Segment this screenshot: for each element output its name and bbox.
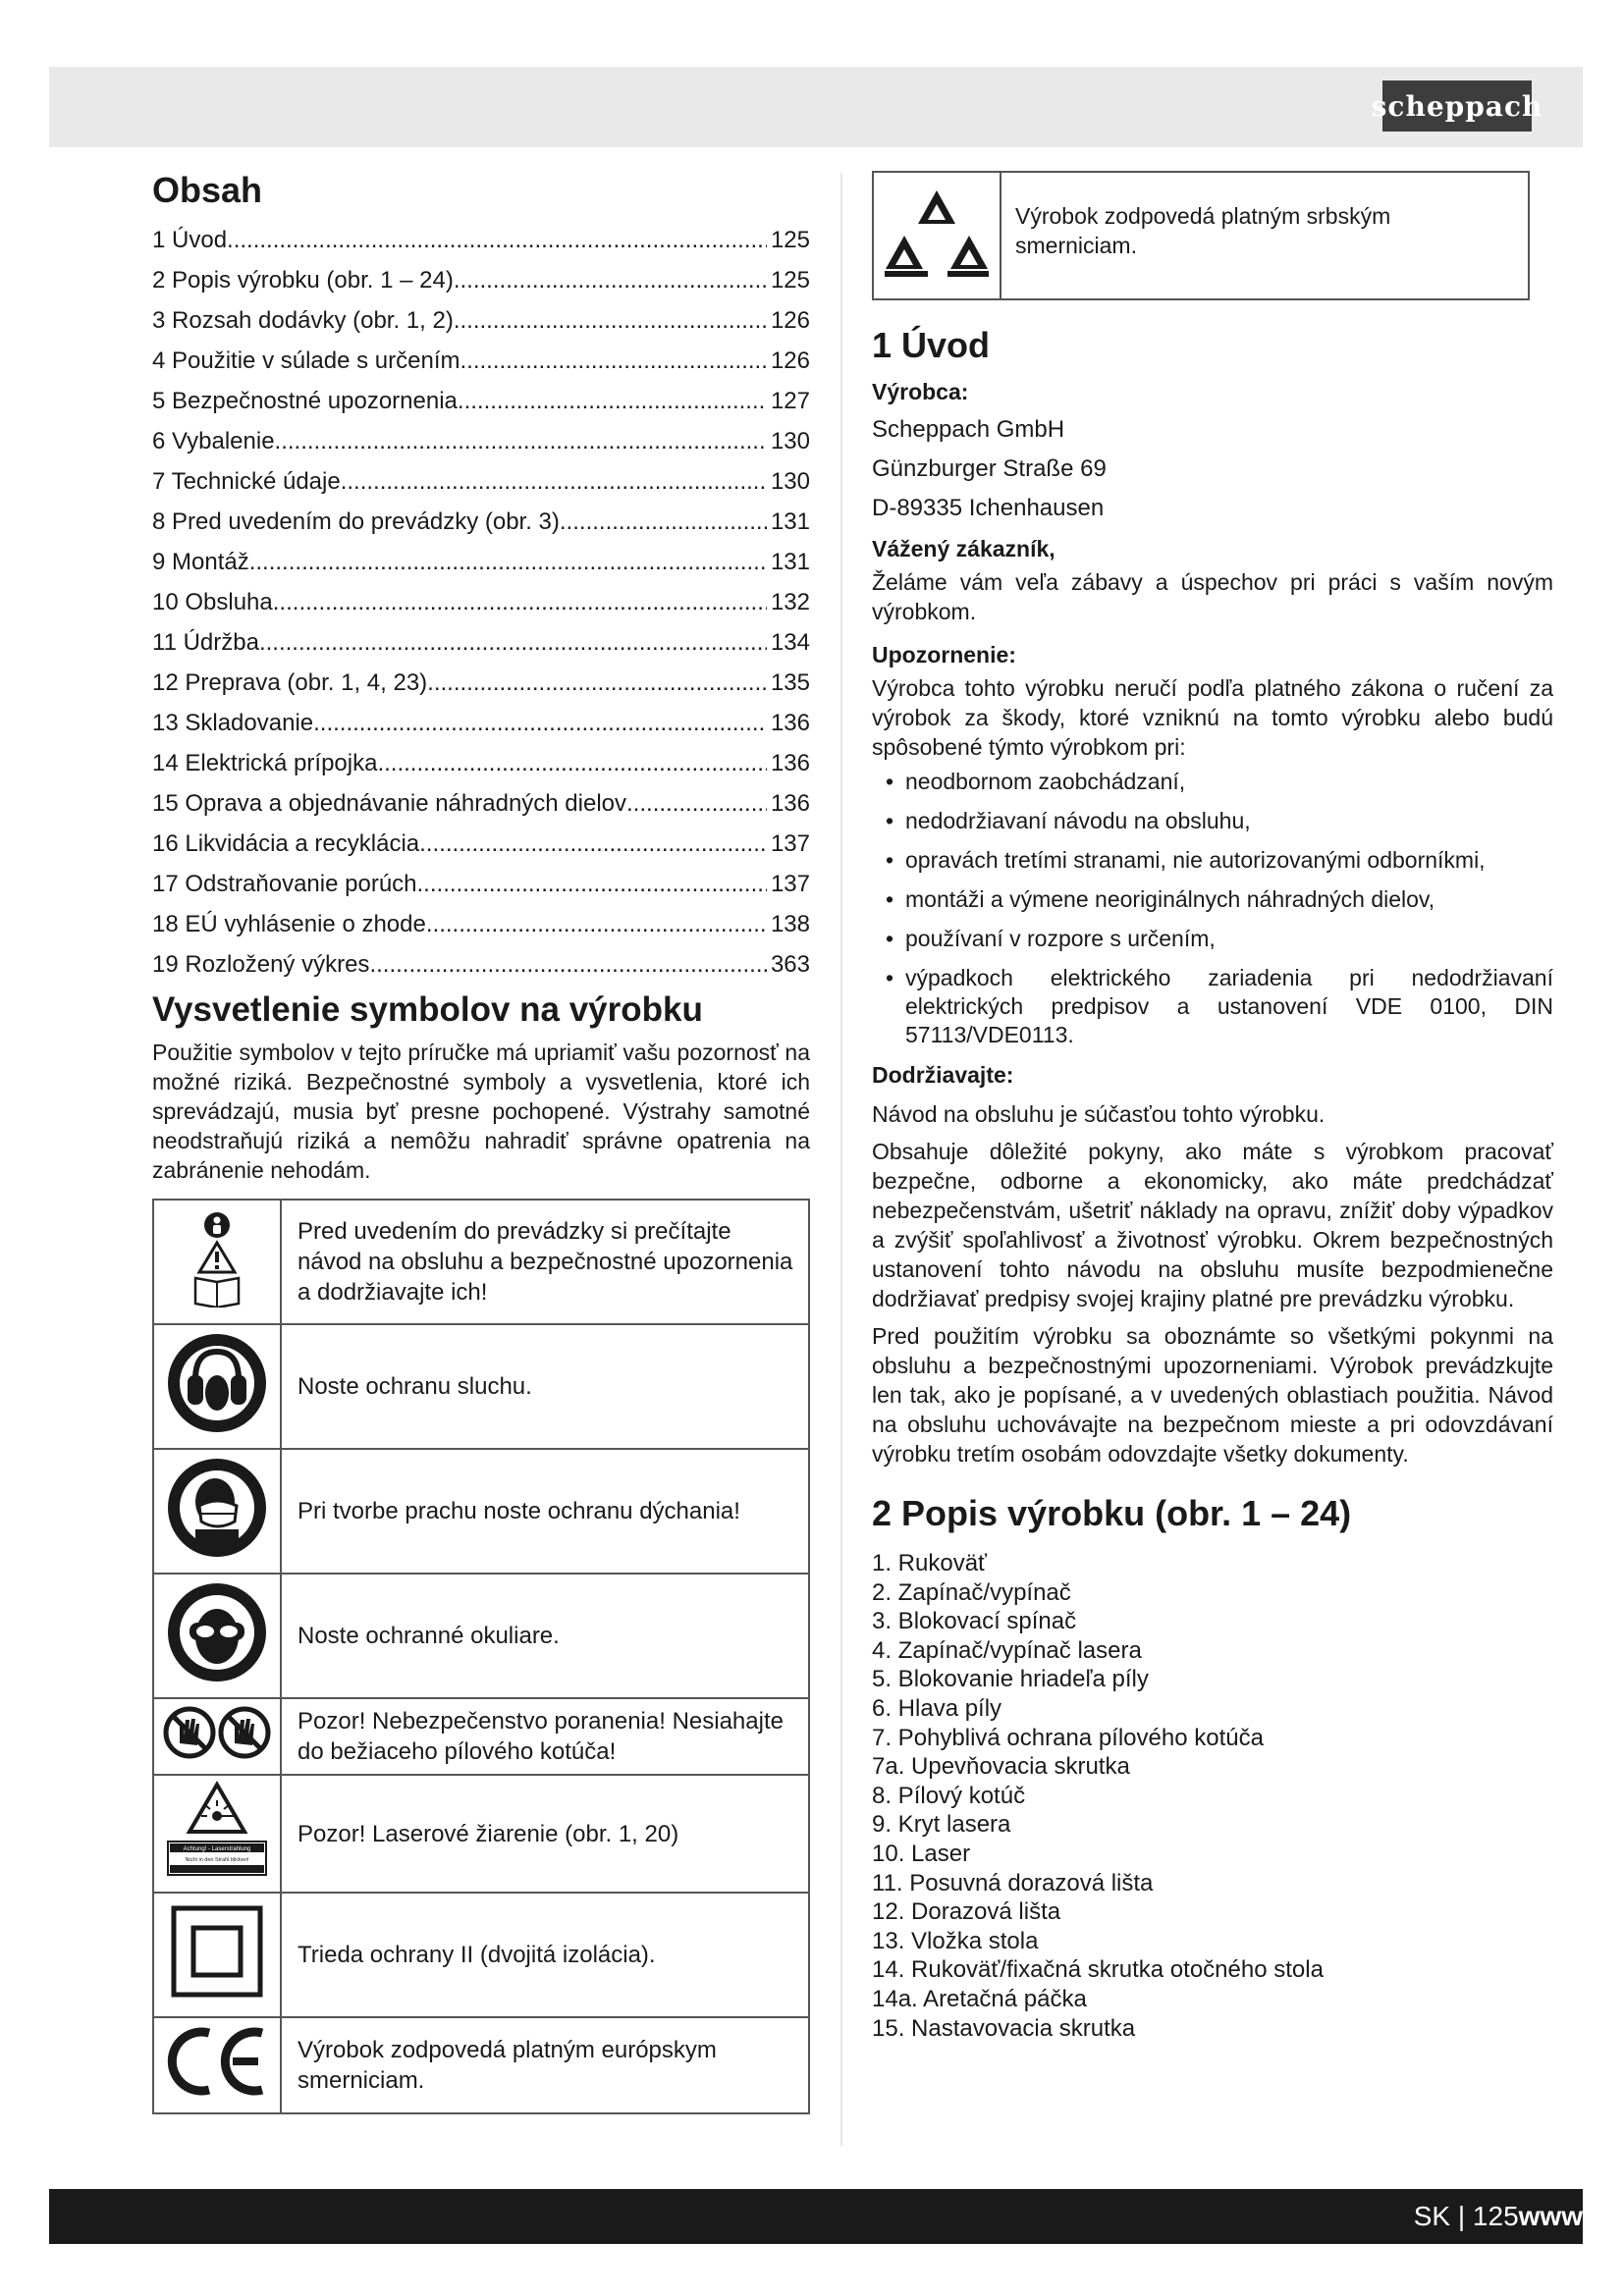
- parts-list: [872, 1549, 1553, 2043]
- toc-leader-dots: [273, 582, 767, 622]
- list-item: • montáži a výmene neoriginálnych náhradných dielov,: [872, 885, 1553, 914]
- toc-item-page: 132: [770, 589, 810, 615]
- toc-item-label: 8 Pred uvedením do prevádzky (obr. 3): [152, 508, 560, 535]
- toc-item-label: 18 EÚ vyhlásenie o zhode: [152, 911, 426, 937]
- list-item: • používaní v rozpore s určením,: [872, 925, 1553, 953]
- symbol-text: Trieda ochrany II (dvojitá izolácia).: [281, 1893, 809, 2017]
- toc-item-label: 12 Preprava (obr. 1, 4, 23): [152, 669, 428, 696]
- toc-leader-dots: [460, 341, 767, 381]
- toc-leader-dots: [454, 300, 767, 341]
- right-column: [872, 171, 1553, 2043]
- dear-customer-text: Želáme vám veľa zábavy a úspechov pri práci s vaším novým výrobkom.: [872, 569, 1553, 624]
- toc-item-page: 126: [770, 347, 810, 374]
- toc-item[interactable]: [152, 421, 810, 461]
- toc-leader-dots: [275, 421, 767, 461]
- toc-item-label: 9 Montáž: [152, 549, 249, 575]
- toc-item-label: 2 Popis výrobku (obr. 1 – 24): [152, 267, 454, 294]
- toc-item-label: 7 Technické údaje: [152, 468, 341, 495]
- intro-paragraph: Pred použitím výrobku sa oboznámte so všetkými pokynmi na obsluhu a bezpečnostnými upozorneniami. Výrobok prevádzkujte len tak, ako je popísané, a v uvedených oblastiach použitia. Návod na obsluhu uchovávajte na bezpečnom mieste a pri odovzdávaní výrobku tretím osobám odovzdajte všetky dokumenty.: [872, 1323, 1553, 1467]
- symbol-text: Pozor! Laserové žiarenie (obr. 1, 20): [281, 1775, 809, 1893]
- toc-item-label: 3 Rozsah dodávky (obr. 1, 2): [152, 307, 454, 334]
- read-manual-icon: [153, 1200, 281, 1324]
- toc-leader-dots: [313, 703, 767, 743]
- symbol-text: Noste ochranu sluchu.: [281, 1324, 809, 1449]
- safety-goggles-icon: [153, 1574, 281, 1698]
- toc-item-page: 136: [770, 750, 810, 776]
- toc-item-page: 137: [770, 830, 810, 857]
- part-item: 3. Blokovací spínač: [872, 1608, 1077, 1635]
- footer-page-label: [1414, 2199, 1583, 2234]
- list-item: • nedodržiavaní návodu na obsluhu,: [872, 807, 1553, 835]
- toc-leader-dots: [427, 663, 767, 703]
- toc-item-label: 5 Bezpečnostné upozornenia: [152, 388, 458, 414]
- list-item: • výpadkoch elektrického zariadenia pri nedodržiavaní elektrických predpisov a ustanovení VDE 0100, DIN 57113/VDE0113.: [872, 964, 1553, 1049]
- dust-mask-icon: [153, 1449, 281, 1574]
- toc-item-page: 363: [770, 951, 810, 978]
- part-item: 6. Hlava píly: [872, 1694, 1002, 1722]
- symbol-text: Pri tvorbe prachu noste ochranu dýchania!: [281, 1449, 809, 1574]
- toc-leader-dots: [249, 542, 767, 582]
- toc-leader-dots: [426, 904, 767, 944]
- intro-paragraph: Obsahuje dôležité pokyny, ako máte s výrobkom pracovať bezpečne, odborne a ekonomicky, ako máte predchádzať nebezpečenstvám, ušetriť náklady na opravu, znížiť doby výpadkov a zvýšiť spoľahlivosť a životnosť výrobku. Okrem bezpečnostných ustanovení tohto návodu na obsluhu musíte bezpodmienečne dodržiavať predpisy svojej krajiny platné pre prevádzku výrobku.: [872, 1139, 1553, 1311]
- toc-item[interactable]: [152, 582, 810, 622]
- toc-item-page: 131: [770, 508, 810, 535]
- notice-text: Výrobca tohto výrobku neručí podľa platného zákona o ručení za výrobok za škody, ktoré vzniknú na tomto výrobku alebo budú spôsobené týmto výrobkom pri:: [872, 675, 1553, 760]
- serbian-conformity-text: Výrobok zodpovedá platným srbským smerniciam.: [1001, 172, 1529, 299]
- symbol-row: [153, 1324, 809, 1449]
- toc-item-label: 1 Úvod: [152, 227, 228, 253]
- toc-leader-dots: [458, 381, 767, 421]
- toc-item[interactable]: [152, 622, 810, 663]
- toc-item-page: 136: [770, 710, 810, 736]
- svg-text:Achtung! - Laserstrahlung: Achtung! - Laserstrahlung: [183, 1846, 251, 1852]
- part-item: 8. Pílový kotúč: [872, 1782, 1026, 1809]
- toc-item-label: 11 Údržba: [152, 629, 259, 656]
- toc-title: Obsah: [152, 170, 263, 210]
- intro-title: 1 Úvod: [872, 325, 991, 365]
- toc-leader-dots: [419, 824, 767, 864]
- part-item: 7a. Upevňovacia skrutka: [872, 1753, 1130, 1781]
- header-band: [49, 67, 1583, 147]
- symbol-row: [153, 1775, 809, 1893]
- toc-item-page: 125: [770, 267, 810, 294]
- toc-item[interactable]: [152, 864, 810, 904]
- toc-item[interactable]: [152, 824, 810, 864]
- part-item: 9. Kryt lasera: [872, 1811, 1011, 1839]
- part-item: 12. Dorazová lišta: [872, 1898, 1061, 1926]
- toc-item-label: 13 Skladovanie: [152, 710, 314, 736]
- toc-item-page: 127: [770, 388, 810, 414]
- symbols-intro: Použitie symbolov v tejto príručke má upriamiť vašu pozornosť na možné riziká. Bezpečnostné symboly a vysvetlenia, ktoré ich sprevádzajú, musia byť presne pochopené. Výstrahy samotné neodstraňujú riziká a nemôžu nahradiť správne opatrenia na zabránenie nehodám.: [152, 1040, 810, 1183]
- toc-item-label: 6 Vybalenie: [152, 428, 275, 454]
- part-item: 5. Blokovanie hriadeľa píly: [872, 1666, 1149, 1693]
- toc-item[interactable]: [152, 220, 810, 260]
- part-item: 4. Zapínač/vypínač lasera: [872, 1636, 1142, 1664]
- toc-item-label: 19 Rozložený výkres: [152, 951, 370, 978]
- toc-item-label: 15 Oprava a objednávanie náhradných dielov: [152, 790, 627, 817]
- toc-item-label: 17 Odstraňovanie porúch: [152, 871, 417, 897]
- footer-web: www: [1518, 2201, 1583, 2231]
- toc-item[interactable]: [152, 381, 810, 421]
- part-item: 13. Vložka stola: [872, 1927, 1039, 1954]
- toc-item-page: 131: [770, 549, 810, 575]
- list-item: • opravách tretími stranami, nie autorizovanými odborníkmi,: [872, 846, 1553, 875]
- symbols-table: [152, 1199, 810, 2114]
- toc-item-page: 136: [770, 790, 810, 817]
- toc-list: [152, 220, 810, 985]
- toc-item-label: 10 Obsluha: [152, 589, 273, 615]
- notice-label: Upozornenie:: [872, 642, 1016, 667]
- part-item: 1. Rukoväť: [872, 1550, 988, 1576]
- toc-item[interactable]: [152, 743, 810, 783]
- symbol-row: [153, 2017, 809, 2113]
- toc-leader-dots: [626, 783, 767, 824]
- no-hands-icon: [153, 1698, 281, 1775]
- toc-leader-dots: [227, 220, 767, 260]
- address-line: Günzburger Straße 69: [872, 455, 1107, 482]
- symbol-text: Pred uvedením do prevádzky si prečítajte návod na obsluhu a bezpečnostné upozornenia a dodržiavajte ich!: [281, 1200, 809, 1324]
- list-item: • neodbornom zaobchádzaní,: [872, 768, 1553, 796]
- ce-mark-icon: [153, 2017, 281, 2113]
- toc-item[interactable]: [152, 341, 810, 381]
- toc-leader-dots: [454, 260, 767, 300]
- part-item: 10. Laser: [872, 1840, 971, 1867]
- liability-list: [872, 768, 1553, 1049]
- toc-leader-dots: [560, 502, 767, 542]
- address-line: Scheppach GmbH: [872, 416, 1065, 443]
- part-item: 2. Zapínač/vypínač: [872, 1578, 1071, 1606]
- dear-customer-label: Vážený zákazník,: [872, 536, 1056, 561]
- symbol-row: [153, 1574, 809, 1698]
- serbian-conformity-box: [872, 171, 1530, 300]
- left-column: [152, 169, 810, 2114]
- symbol-text: Pozor! Nebezpečenstvo poranenia! Nesiahajte do bežiaceho pílového kotúča!: [281, 1698, 809, 1775]
- toc-item[interactable]: [152, 904, 810, 944]
- toc-item[interactable]: [152, 783, 810, 824]
- symbol-text: Výrobok zodpovedá platným európskym smerniciam.: [281, 2017, 809, 2113]
- toc-item[interactable]: [152, 502, 810, 542]
- page-number: SK | 125: [1413, 2201, 1519, 2231]
- toc-item[interactable]: [152, 944, 810, 985]
- observe-label: Dodržiavajte:: [872, 1062, 1014, 1088]
- toc-item-page: 137: [770, 871, 810, 897]
- toc-item-label: 4 Použitie v súlade s určením: [152, 347, 460, 374]
- toc-item-page: 134: [770, 629, 810, 656]
- toc-leader-dots: [417, 864, 767, 904]
- part-item: 15. Nastavovacia skrutka: [872, 2014, 1136, 2042]
- address-line: D-89335 Ichenhausen: [872, 495, 1105, 521]
- symbol-row: [153, 1449, 809, 1574]
- symbol-text: Noste ochranné okuliare.: [281, 1574, 809, 1698]
- toc-item[interactable]: [152, 542, 810, 582]
- toc-item[interactable]: [152, 703, 810, 743]
- part-item: 14. Rukoväť/fixačná skrutka otočného stola: [872, 1956, 1324, 1984]
- part-item: 11. Posuvná dorazová lišta: [872, 1869, 1154, 1896]
- serbian-conformity-icon: [873, 172, 1001, 299]
- column-divider: [840, 173, 842, 2146]
- toc-item-label: 16 Likvidácia a recyklácia: [152, 830, 420, 857]
- manufacturer-label: Výrobca:: [872, 379, 969, 404]
- symbol-row: [153, 1893, 809, 2017]
- toc-item[interactable]: [152, 260, 810, 300]
- scheppach-logo: scheppach: [1382, 80, 1532, 132]
- intro-paragraph: Návod na obsluhu je súčasťou tohto výrobku.: [872, 1101, 1326, 1127]
- symbol-row: [153, 1698, 809, 1775]
- toc-leader-dots: [369, 944, 767, 985]
- toc-item-page: 126: [770, 307, 810, 334]
- laser-warning-icon: [153, 1775, 281, 1893]
- toc-item[interactable]: [152, 461, 810, 502]
- toc-item-page: 130: [770, 468, 810, 495]
- protection-class-ii-icon: [153, 1893, 281, 2017]
- toc-item-page: 138: [770, 911, 810, 937]
- toc-item[interactable]: [152, 663, 810, 703]
- toc-leader-dots: [377, 743, 767, 783]
- part-item: 14a. Aretačná páčka: [872, 1985, 1087, 2012]
- toc-item-page: 130: [770, 428, 810, 454]
- toc-item[interactable]: [152, 300, 810, 341]
- toc-leader-dots: [259, 622, 767, 663]
- symbol-row: [153, 1200, 809, 1324]
- svg-text:Nicht in den Strahl blicken!: Nicht in den Strahl blicken!: [185, 1857, 249, 1863]
- footer-band: [49, 2189, 1583, 2244]
- description-title: 2 Popis výrobku (obr. 1 – 24): [872, 1493, 1352, 1533]
- toc-item-page: 125: [770, 227, 810, 253]
- toc-item-label: 14 Elektrická prípojka: [152, 750, 378, 776]
- toc-leader-dots: [341, 461, 767, 502]
- ear-protection-icon: [153, 1324, 281, 1449]
- symbols-title: Vysvetlenie symbolov na výrobku: [152, 990, 703, 1029]
- toc-item-page: 135: [770, 669, 810, 696]
- part-item: 7. Pohyblivá ochrana pílového kotúča: [872, 1724, 1264, 1751]
